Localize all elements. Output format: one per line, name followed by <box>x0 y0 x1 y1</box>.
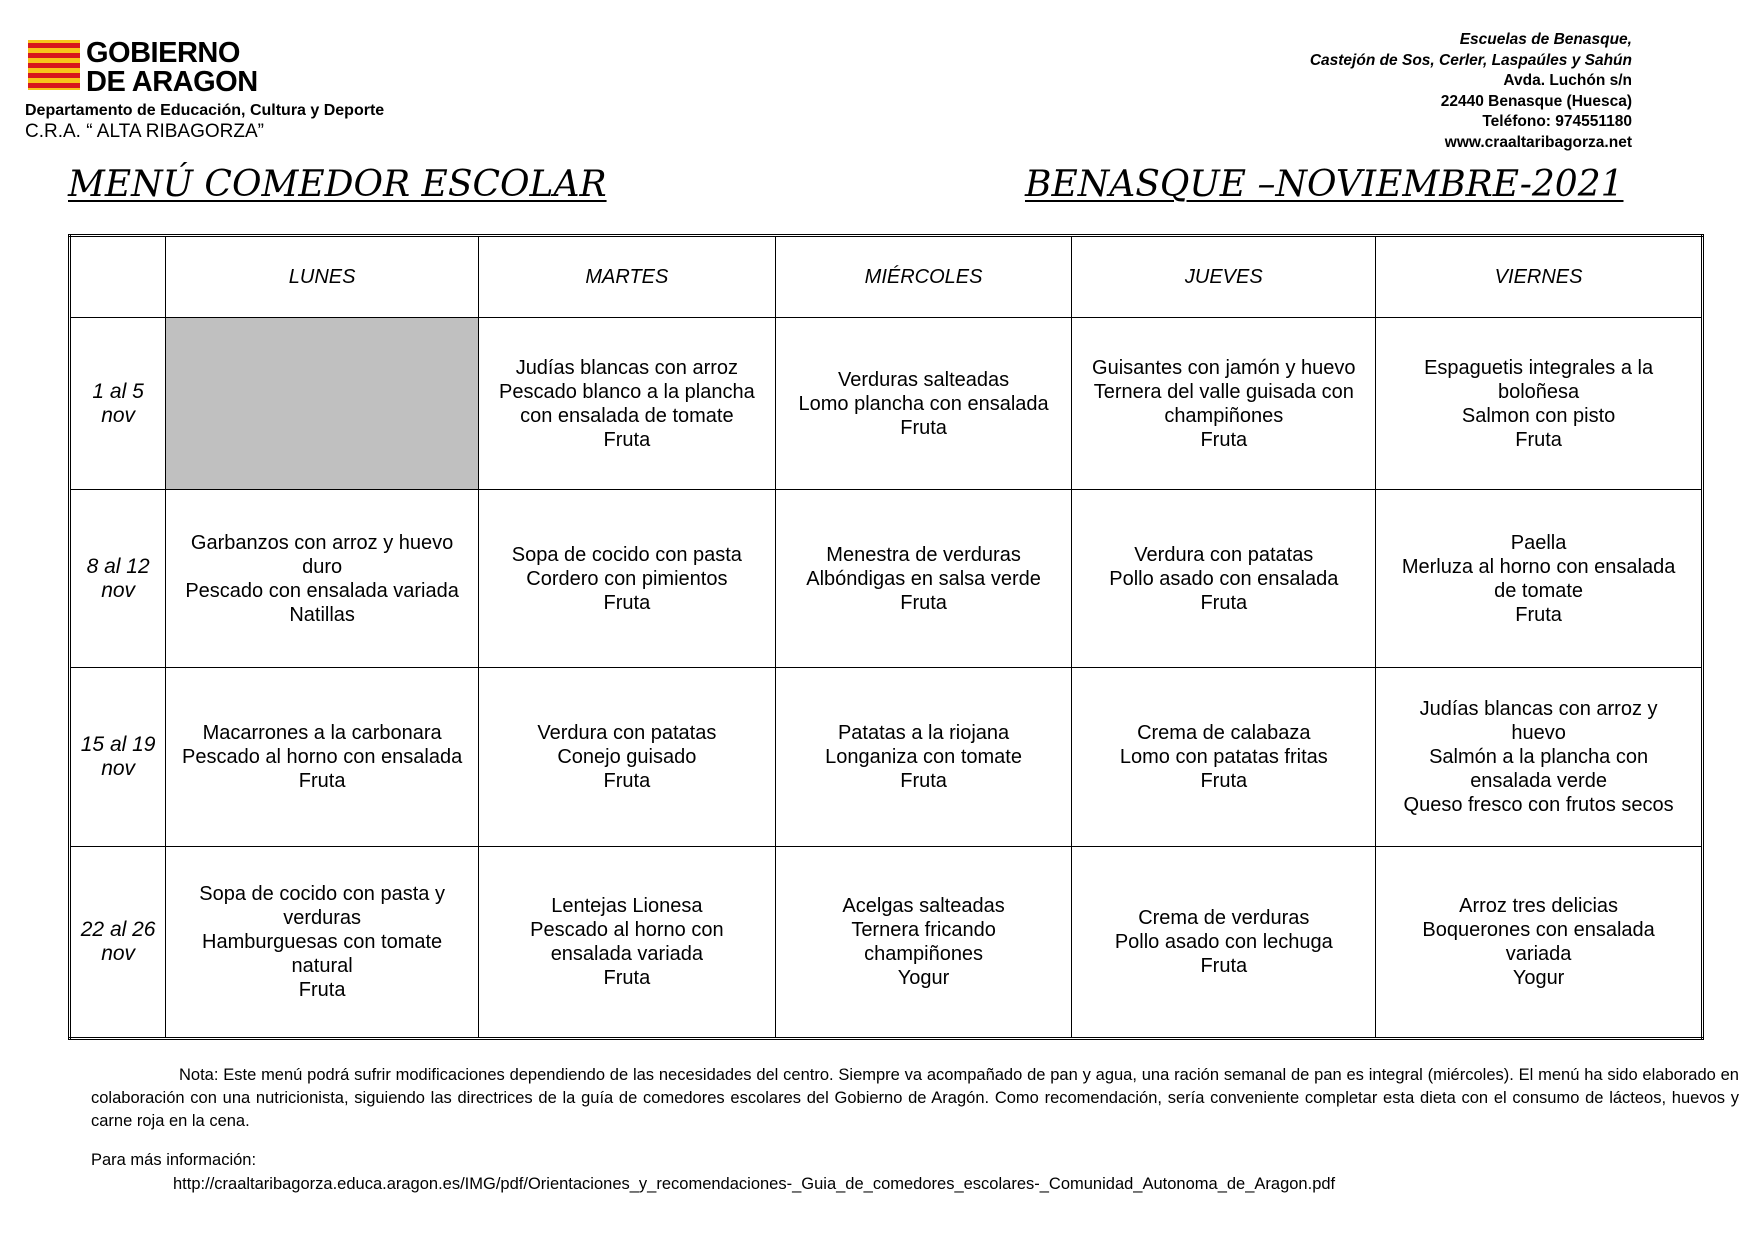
week-row <box>70 318 1703 490</box>
dish-item: Garbanzos con arroz y huevo <box>190 531 454 554</box>
menu-cell <box>1072 846 1376 1038</box>
no-service-cell <box>166 318 479 490</box>
dish-item: Acelgas salteadas <box>842 894 1005 917</box>
menu-cell <box>1072 490 1376 668</box>
dish-item: Pollo asado con lechuga <box>1114 930 1333 953</box>
info-link[interactable]: http://craaltaribagorza.educa.aragon.es/IMG/pdf/Orientaciones_y_recomendaciones-_Guia_de_comedores_escolares-_Comunidad_Autonoma_de_Aragon.pdf <box>173 1175 1336 1193</box>
dish-item: Arroz tres delicias <box>1459 894 1619 917</box>
logo-line-1: GOBIERNO <box>86 37 240 69</box>
dish-item: con ensalada de tomate <box>520 404 734 427</box>
dish-item: Espaguetis integrales a la <box>1424 356 1654 379</box>
dish-item: Verduras salteadas <box>837 368 1010 391</box>
day-header: VIERNES <box>1376 236 1703 318</box>
dish-item: Fruta <box>298 978 346 1001</box>
dish-item: Crema de calabaza <box>1137 722 1311 745</box>
dish-item: natural <box>291 954 353 977</box>
week-label <box>70 668 166 846</box>
week-row <box>70 846 1703 1038</box>
department-name: Departamento de Educación, Cultura y Deporte <box>25 102 385 119</box>
dish-item: Fruta <box>900 770 947 793</box>
menu-cell <box>1376 668 1703 846</box>
week-label <box>70 846 166 1038</box>
dish-item: Pescado con ensalada variada <box>185 579 459 602</box>
menu-cell <box>775 668 1072 846</box>
school-address <box>1072 30 1632 153</box>
dish-item: verduras <box>283 906 362 929</box>
dish-item: Yogur <box>897 966 950 989</box>
dish-item: Lentejas Lionesa <box>551 894 703 917</box>
address-line: 22440 Benasque (Huesca) <box>1440 92 1632 110</box>
week-label <box>70 490 166 668</box>
week-label-line: nov <box>101 403 136 427</box>
dish-item: Conejo guisado <box>557 746 697 769</box>
dish-item: Fruta <box>298 770 346 793</box>
dish-item: Natillas <box>289 603 355 626</box>
menu-cell <box>479 318 776 490</box>
dish-item: Cordero con pimientos <box>526 567 728 590</box>
dish-item: Pescado blanco a la plancha <box>498 380 755 403</box>
dish-item: Fruta <box>603 591 651 614</box>
address-line: Castejón de Sos, Cerler, Laspaúles y Sahún <box>1309 51 1632 69</box>
dish-item: Ternera fricando <box>851 918 996 941</box>
page-title: MENÚ COMEDOR ESCOLAR <box>68 164 607 205</box>
menu-cell <box>775 846 1072 1038</box>
dish-item: Fruta <box>603 428 651 451</box>
dish-item: Fruta <box>1200 428 1248 451</box>
dish-item: Crema de verduras <box>1138 906 1310 929</box>
header-corner-cell <box>70 236 166 318</box>
week-label-line: nov <box>101 757 136 781</box>
menu-cell <box>775 490 1072 668</box>
address-line: Avda. Luchón s/n <box>1503 72 1632 89</box>
day-header: MIÉRCOLES <box>775 236 1072 318</box>
aragon-flag-logo-icon <box>28 40 80 90</box>
logo-line-2: DE ARAGON <box>86 66 258 98</box>
location-month-title: BENASQUE –NOVIEMBRE-2021 <box>1025 164 1624 205</box>
dish-item: Verdura con patatas <box>1134 543 1314 566</box>
phone: Teléfono: 974551180 <box>1482 113 1632 130</box>
dish-item: Patatas a la riojana <box>837 722 1010 745</box>
week-label-line: 1 al 5 <box>92 379 144 403</box>
week-row <box>70 490 1703 668</box>
dish-item: Fruta <box>1200 954 1248 977</box>
dish-item: Queso fresco con frutos secos <box>1403 794 1674 817</box>
dish-item: Fruta <box>603 770 651 793</box>
dish-item: duro <box>302 555 343 578</box>
dish-item: Longaniza con tomate <box>825 746 1022 769</box>
dish-item: Yogur <box>1512 966 1565 989</box>
dish-item: Salmón a la plancha con <box>1429 746 1649 769</box>
dish-item: Fruta <box>900 591 947 614</box>
dish-item: ensalada variada <box>550 942 704 965</box>
menu-cell <box>166 490 479 668</box>
dish-item: Fruta <box>900 416 947 439</box>
menu-cell <box>166 668 479 846</box>
menu-cell <box>479 846 776 1038</box>
government-logo-wordmark <box>86 39 258 97</box>
dish-item: Fruta <box>1200 770 1248 793</box>
dish-item: Guisantes con jamón y huevo <box>1092 356 1356 379</box>
menu-cell <box>775 318 1072 490</box>
dish-item: Salmon con pisto <box>1461 404 1616 427</box>
week-label-line: nov <box>101 578 136 602</box>
day-header: MARTES <box>479 236 776 318</box>
week-row <box>70 668 1703 846</box>
week-label-line: nov <box>101 941 136 965</box>
school-name: C.R.A. “ ALTA RIBAGORZA” <box>25 121 264 142</box>
dish-item: Fruta <box>1515 428 1562 451</box>
dish-item: champiñones <box>1164 404 1284 427</box>
dish-item: huevo <box>1511 722 1566 745</box>
dish-item: Paella <box>1510 531 1567 554</box>
day-header: LUNES <box>166 236 479 318</box>
menu-cell <box>1376 846 1703 1038</box>
day-header: JUEVES <box>1072 236 1376 318</box>
address-line: Escuelas de Benasque, <box>1459 31 1632 48</box>
dish-item: Albóndigas en salsa verde <box>806 567 1041 590</box>
dish-item: Merluza al horno con ensalada <box>1401 555 1676 578</box>
dish-item: Ternera del valle guisada con <box>1093 380 1354 403</box>
dish-item: Sopa de cocido con pasta <box>511 543 742 566</box>
menu-cell <box>479 668 776 846</box>
menu-note: Nota: Este menú podrá sufrir modificaciones dependiendo de las necesidades del centro. Siempre va acompañado de pan y agua, una ración semanal de pan es integral (miércoles). El menú ha sido elaborado en colaboración con una nutricionista, siguiendo las directrices de la guía de comedores escolares del Gobierno de Aragón. Como recomendación, sería conveniente completar esta dieta con el consumo de lácteos, huevos y carne roja en la cena. <box>91 1066 1739 1130</box>
dish-item: Pescado al horno con <box>530 918 724 941</box>
week-label-line: 8 al 12 <box>86 554 150 578</box>
week-label-line: 15 al 19 <box>80 733 156 757</box>
week-label <box>70 318 166 490</box>
dish-item: Lomo plancha con ensalada <box>798 392 1049 415</box>
table-header-row <box>70 236 1703 318</box>
dish-item: Fruta <box>1200 591 1248 614</box>
dish-item: Fruta <box>1515 603 1562 626</box>
dish-item: Lomo con patatas fritas <box>1119 746 1328 769</box>
website: www.craaltaribagorza.net <box>1444 133 1632 151</box>
dish-item: Judías blancas con arroz <box>515 356 739 379</box>
dish-item: Pescado al horno con ensalada <box>182 746 463 769</box>
info-label: Para más información: <box>91 1151 257 1169</box>
dish-item: Fruta <box>603 966 651 989</box>
dish-item: ensalada verde <box>1470 770 1607 793</box>
dish-item: Sopa de cocido con pasta y <box>199 882 445 905</box>
dish-item: Boquerones con ensalada <box>1422 918 1655 941</box>
dish-item: Hamburguesas con tomate <box>202 930 443 953</box>
menu-cell <box>1376 318 1703 490</box>
dish-item: Judías blancas con arroz y <box>1419 698 1658 721</box>
dish-item: variada <box>1505 942 1572 965</box>
dish-item: champiñones <box>864 942 984 965</box>
dish-item: Verdura con patatas <box>537 722 717 745</box>
dish-item: Menestra de verduras <box>826 543 1021 566</box>
menu-cell <box>1072 318 1376 490</box>
menu-cell <box>1072 668 1376 846</box>
menu-cell <box>1376 490 1703 668</box>
dish-item: Macarrones a la carbonara <box>202 722 442 745</box>
dish-item: Pollo asado con ensalada <box>1109 567 1339 590</box>
menu-cell <box>166 846 479 1038</box>
dish-item: boloñesa <box>1497 380 1580 403</box>
week-label-line: 22 al 26 <box>80 917 156 941</box>
menu-table <box>68 234 1704 1040</box>
menu-cell <box>479 490 776 668</box>
dish-item: de tomate <box>1494 579 1584 602</box>
